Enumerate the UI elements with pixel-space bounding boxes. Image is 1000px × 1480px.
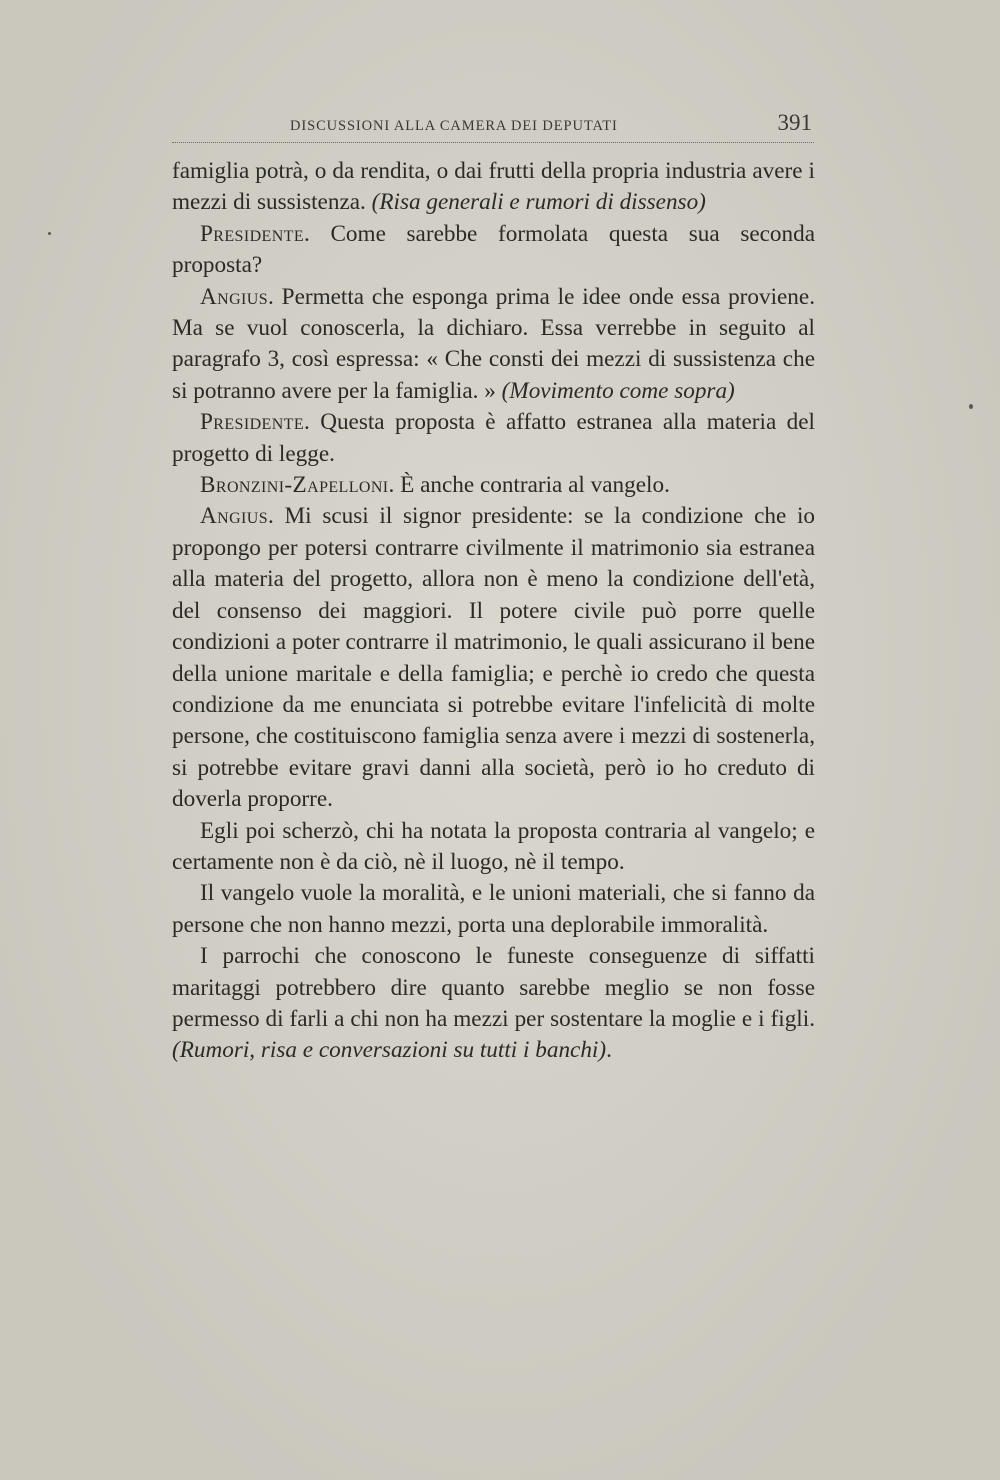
stage-direction: (Movimento come sopra) — [501, 377, 735, 404]
paragraph-speech — [172, 501, 815, 815]
paragraph-speech — [172, 470, 815, 501]
speaker-name: Presidente — [200, 409, 304, 436]
paragraph-speech — [172, 282, 815, 408]
paragraph-continuation — [172, 156, 815, 219]
speaker-name: Angius — [200, 503, 269, 530]
paragraph-text: famiglia potrà, o da rendita, o dai frutti della propria industria avere i mezzi di sussistenza. — [172, 158, 815, 216]
paragraph-text: . Permetta che esponga prima le idee onde essa proviene. Ma se vuol conoscerla, la dichiaro. Essa verrebbe in seguito al paragrafo 3, così espressa: « Che consti dei mezzi di sussistenza che si potranno avere per la famiglia. » — [172, 283, 815, 404]
page-header — [172, 108, 814, 143]
paper-speck — [48, 232, 51, 235]
paragraph-trailing: . — [606, 1037, 612, 1064]
paragraph-text: Il vangelo vuole la moralità, e le unioni materiali, che si fanno da persone che non hanno mezzi, porta una deplorabile immoralità. — [172, 880, 815, 938]
paragraph-text: Egli poi scherzò, chi ha notata la proposta contraria al vangelo; e certamente non è da ciò, nè il luogo, nè il tempo. — [172, 817, 815, 875]
stage-direction: (Risa generali e rumori di dissenso) — [371, 189, 706, 216]
paper-speck — [969, 404, 973, 409]
paragraph — [172, 878, 815, 941]
speaker-name: Presidente — [200, 220, 304, 247]
speaker-name: Angius — [200, 283, 269, 310]
running-head: DISCUSSIONI ALLA CAMERA DEI DEPUTATI — [290, 118, 618, 134]
paragraph — [172, 816, 815, 879]
paragraph-text: . Questa proposta è affatto estranea alla materia del progetto di legge. — [172, 409, 815, 467]
paragraph-text: . Mi scusi il signor presidente: se la condizione che io propongo per potersi contrarre civilmente il matrimonio sia estranea alla materia del progetto, allora non è meno la condizione dell'età, del consenso dei maggiori. Il potere civile può porre quelle condizioni a poter contrarre il matrimonio, le quali assicurano il bene della unione maritale e della famiglia; e perchè io credo che questa condizione da me enunciata si potrebbe evitare l'infelicità di molte persone, che costituiscono famiglia senza avere i mezzi di sostenerla, si potrebbe evitare gravi danni alla società, però io ho creduto di doverla proporre. — [172, 503, 815, 813]
paragraph-text: . È anche contraria al vangelo. — [388, 472, 670, 499]
page-body — [172, 156, 815, 1067]
paragraph-text: I parrochi che conoscono le funeste conseguenze di siffatti maritaggi potrebbero dire quanto sarebbe meglio se non fosse permesso di farli a chi non ha mezzi per sostentare la moglie e i figli. — [172, 943, 815, 1032]
speaker-name: Bronzini-Zapelloni — [200, 472, 389, 499]
paragraph-speech — [172, 407, 815, 470]
paragraph-text: . Come sarebbe formolata questa sua seconda proposta? — [172, 220, 815, 279]
page-number: 391 — [777, 110, 812, 135]
paragraph — [172, 941, 815, 1067]
stage-direction: (Rumori, risa e conversazioni su tutti i banchi) — [172, 1037, 607, 1064]
paragraph-speech — [172, 219, 815, 282]
